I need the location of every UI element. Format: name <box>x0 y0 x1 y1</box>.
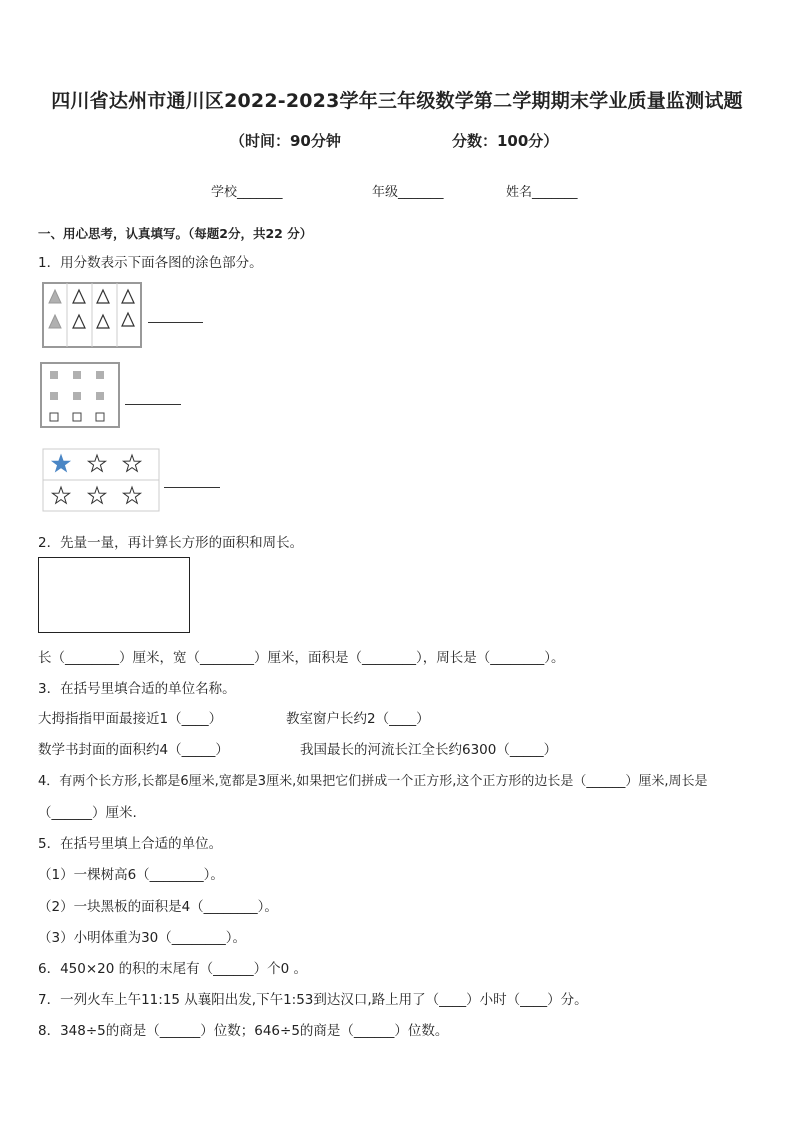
question-3c: 数学书封面的面积约4（_____） <box>38 742 229 758</box>
question-6: 6．450×20 的积的末尾有（______）个0 。 <box>38 961 308 977</box>
question-3b: 教室窗户长约2（____） <box>286 711 430 727</box>
page-title: 四川省达州市通川区2022-2023学年三年级数学第二学期期末学业质量监测试题 <box>51 90 743 112</box>
question-4-line2: （______）厘米. <box>38 805 137 821</box>
question-4-line1: 4．有两个长方形,长都是6厘米,宽都是3厘米,如果把它们拼成一个正方形,这个正方形的边长是（______）厘米,周长是 <box>38 774 708 789</box>
question-3: 3．在括号里填合适的单位名称。 <box>38 681 236 697</box>
rectangle-figure <box>38 557 190 633</box>
square-figure <box>40 362 120 428</box>
star-figure <box>42 448 160 512</box>
question-1: 1．用分数表示下面各图的涂色部分。 <box>38 255 263 271</box>
time-label: （时间：90分钟 <box>230 132 341 150</box>
score-label: 分数：100分） <box>452 132 559 150</box>
name-field: 姓名_______ <box>506 185 578 200</box>
school-field: 学校_______ <box>211 185 283 200</box>
question-5a: （1）一棵树高6（________）。 <box>38 867 224 883</box>
answer-line-1[interactable] <box>148 322 203 323</box>
answer-line-2[interactable] <box>125 404 181 405</box>
triangle-figure <box>42 282 142 348</box>
question-8: 8．348÷5的商是（______）位数；646÷5的商是（______）位数。 <box>38 1023 449 1039</box>
question-3d: 我国最长的河流长江全长约6300（_____） <box>300 742 558 758</box>
question-2: 2．先量一量，再计算长方形的面积和周长。 <box>38 535 304 551</box>
question-5b: （2）一块黑板的面积是4（________）。 <box>38 899 278 915</box>
question-7: 7．一列火车上午11:15 从襄阳出发,下午1:53到达汉口,路上用了（____）小时（____）分。 <box>38 992 588 1008</box>
question-3a: 大拇指指甲面最接近1（____） <box>38 711 223 727</box>
question-2-answer: 长（________）厘米，宽（________）厘米，面积是（________），周长是（________）。 <box>38 650 565 666</box>
question-5c: （3）小明体重为30（________）。 <box>38 930 247 946</box>
grade-field: 年级_______ <box>372 185 444 200</box>
question-5: 5．在括号里填上合适的单位。 <box>38 836 223 852</box>
section-heading: 一、用心思考，认真填写。（每题2分，共22 分） <box>38 226 313 241</box>
answer-line-3[interactable] <box>164 487 220 488</box>
